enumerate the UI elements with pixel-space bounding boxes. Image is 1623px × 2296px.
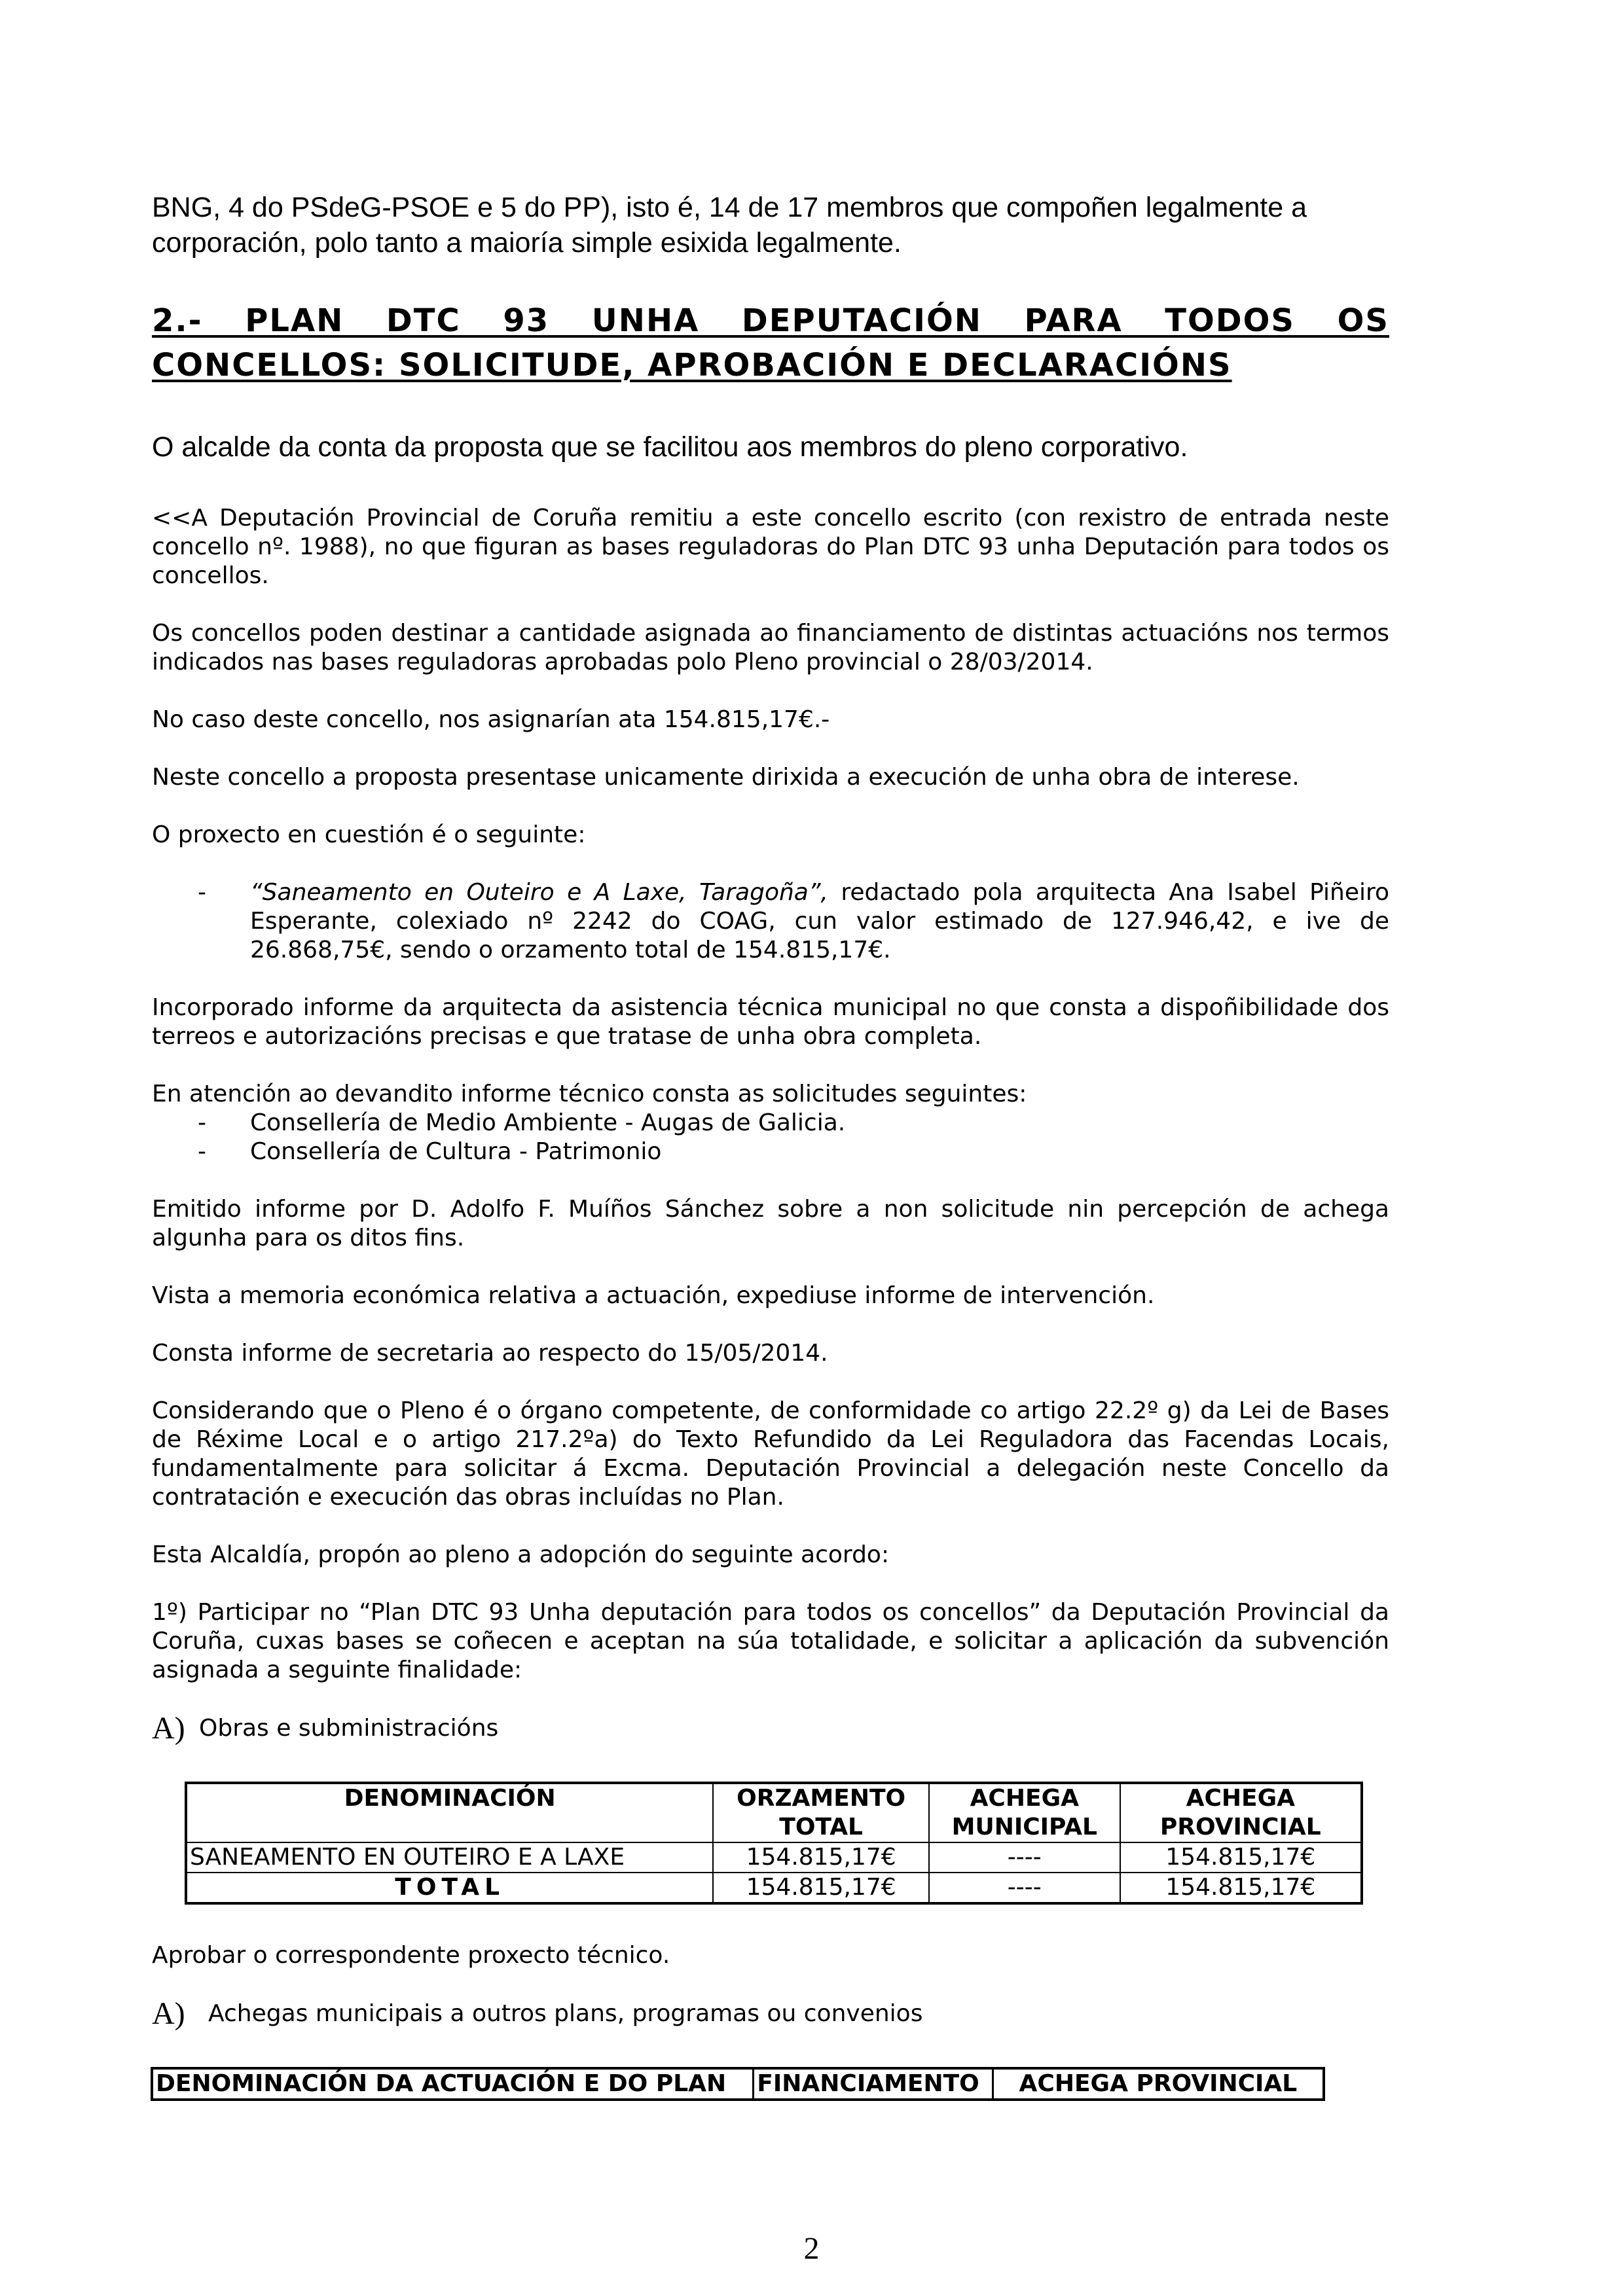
paragraph-deputacion: <<A Deputación Provincial de Coruña remitiu a este concello escrito (con rexistro de entrada neste concello nº. 1988), no que figuran as bases reguladoras do Plan DTC 93 unha Deputación para todos os concellos. (152, 505, 1389, 589)
alcalde-statement: O alcalde da conta da proposta que se facilitou aos membros do pleno corporativo. (152, 431, 1188, 463)
table-row (186, 1842, 1362, 1873)
bullet-proxecto-detail: redactado pola arquitecta Ana Isabel Piñeiro Esperante, colexiado nº 2242 do COAG, cun valor estimado de 127.946,42, e ive de 26.868,75€, sendo o orzamento total de 154.815,17€. (250, 879, 1389, 963)
bullet-dash: - (198, 1138, 206, 1165)
paragraph-informe-arquitecta: Incorporado informe da arquitecta da asistencia técnica municipal no que consta a dispoñibilidade dos terreos e autorizacións precisas e que tratase de unha obra completa. (152, 994, 1389, 1050)
section-a-label: Obras e subministracións (199, 1715, 499, 1742)
paragraph-considerando: Considerando que o Pleno é o órgano competente, de conformidade co artigo 22.2º g) da Lei de Bases de Réxime Local e o artigo 217.2ºa) do Texto Refundido da Lei Reguladora das Facendas Locais, fundamentalmente para solicitar á Excma. Deputación Provincial a delegación neste Concello da contratación e execución das obras incluídas no Plan. (152, 1397, 1389, 1511)
cell-total-orzamento: 154.815,17€ (713, 1873, 929, 1903)
page-number: 2 (803, 2231, 820, 2266)
header-financiamento: FINANCIAMENTO (754, 2068, 993, 2100)
bullet-cultura: Consellería de Cultura - Patrimonio (250, 1138, 662, 1165)
paragraph-secretaria: Consta informe de secretaria ao respecto do 15/05/2014. (152, 1340, 828, 1367)
bullet-medio-ambiente: Consellería de Medio Ambiente - Augas de Galicia. (250, 1109, 846, 1136)
paragraph-proxecto: O proxecto en cuestión é o seguinte: (152, 821, 586, 848)
paragraph-solicitudes: En atención ao devandito informe técnico consta as solicitudes seguintes: (152, 1081, 1027, 1107)
section-a-2-label: Achegas municipais a outros plans, programas ou convenios (208, 2000, 923, 2027)
header-achega-provincial: ACHEGA PROVINCIAL (1120, 1783, 1362, 1842)
bullet-dash: - (198, 879, 206, 906)
paragraph-participar: 1º) Participar no “Plan DTC 93 Unha deputación para todos os concellos” da Deputación Provincial da Coruña, cuxas bases se coñecen e aceptan na súa totalidade, e solicitar a aplicación da subvención asignada a seguinte finalidade: (152, 1599, 1389, 1683)
header-achega-provincial: ACHEGA PROVINCIAL (993, 2068, 1324, 2100)
cell-achega-provincial: 154.815,17€ (1120, 1842, 1362, 1873)
paragraph-informe-muinos: Emitido informe por D. Adolfo F. Muíños Sánchez sobre a non solicitude nin percepción de achega algunha para os ditos fins. (152, 1196, 1389, 1251)
cell-achega-municipal: ---- (929, 1842, 1120, 1873)
paragraph-proposta: Neste concello a proposta presentase unicamente dirixida a execución de unha obra de interese. (152, 764, 1300, 791)
paragraph-memoria: Vista a memoria económica relativa a actuación, expediuse informe de intervención. (152, 1282, 1155, 1309)
table-header-row (152, 2068, 1324, 2100)
table-total-row (186, 1873, 1362, 1903)
table-header-row (186, 1783, 1362, 1842)
intro-line-2: corporación, polo tanto a maioría simple esixida legalmente. (152, 227, 902, 259)
section-heading: 2.- PLAN DTC 93 UNHA DEPUTACIÓN PARA TODOS OS CONCELLOS: SOLICITUDE, APROBACIÓN E DECLARACIÓNS (152, 302, 1389, 384)
section-letter-a: A) (152, 1711, 185, 1746)
paragraph-aprobar: Aprobar o correspondente proxecto técnico. (152, 1942, 670, 1969)
cell-total-achega-provincial: 154.815,17€ (1120, 1873, 1362, 1903)
bullet-dash: - (198, 1109, 206, 1136)
cell-total-achega-municipal: ---- (929, 1873, 1120, 1903)
header-denominacion: DENOMINACIÓN (186, 1783, 713, 1842)
cell-denominacion: SANEAMENTO EN OUTEIRO E A LAXE (186, 1842, 713, 1873)
paragraph-concellos: Os concellos poden destinar a cantidade asignada ao financiamento de distintas actuacións nos termos indicados nas bases reguladoras aprobadas polo Pleno provincial o 28/03/2014. (152, 620, 1389, 675)
intro-line-1: BNG, 4 do PSdeG-PSOE e 5 do PP), isto é, 14 de 17 membros que compoñen legalmente a (152, 192, 1307, 223)
obras-table (185, 1782, 1363, 1905)
bullet-proxecto (250, 878, 1389, 965)
intro-paragraph (152, 190, 1389, 260)
paragraph-asignacion: No caso deste concello, nos asignarían ata 154.815,17€.- (152, 706, 830, 733)
header-achega-municipal: ACHEGA MUNICIPAL (929, 1783, 1120, 1842)
paragraph-alcaldia: Esta Alcaldía, propón ao pleno a adopción do seguinte acordo: (152, 1541, 890, 1568)
cell-total-label: TOTAL (186, 1873, 713, 1903)
section-letter-a-2: A) (152, 1996, 185, 2031)
header-denominacion-actuacion: DENOMINACIÓN DA ACTUACIÓN E DO PLAN (152, 2068, 754, 2100)
cell-orzamento: 154.815,17€ (713, 1842, 929, 1873)
achegas-table (151, 2067, 1325, 2101)
header-orzamento: ORZAMENTO TOTAL (713, 1783, 929, 1842)
bullet-proxecto-title: “Saneamento en Outeiro e A Laxe, Taragoña”, (250, 879, 828, 906)
